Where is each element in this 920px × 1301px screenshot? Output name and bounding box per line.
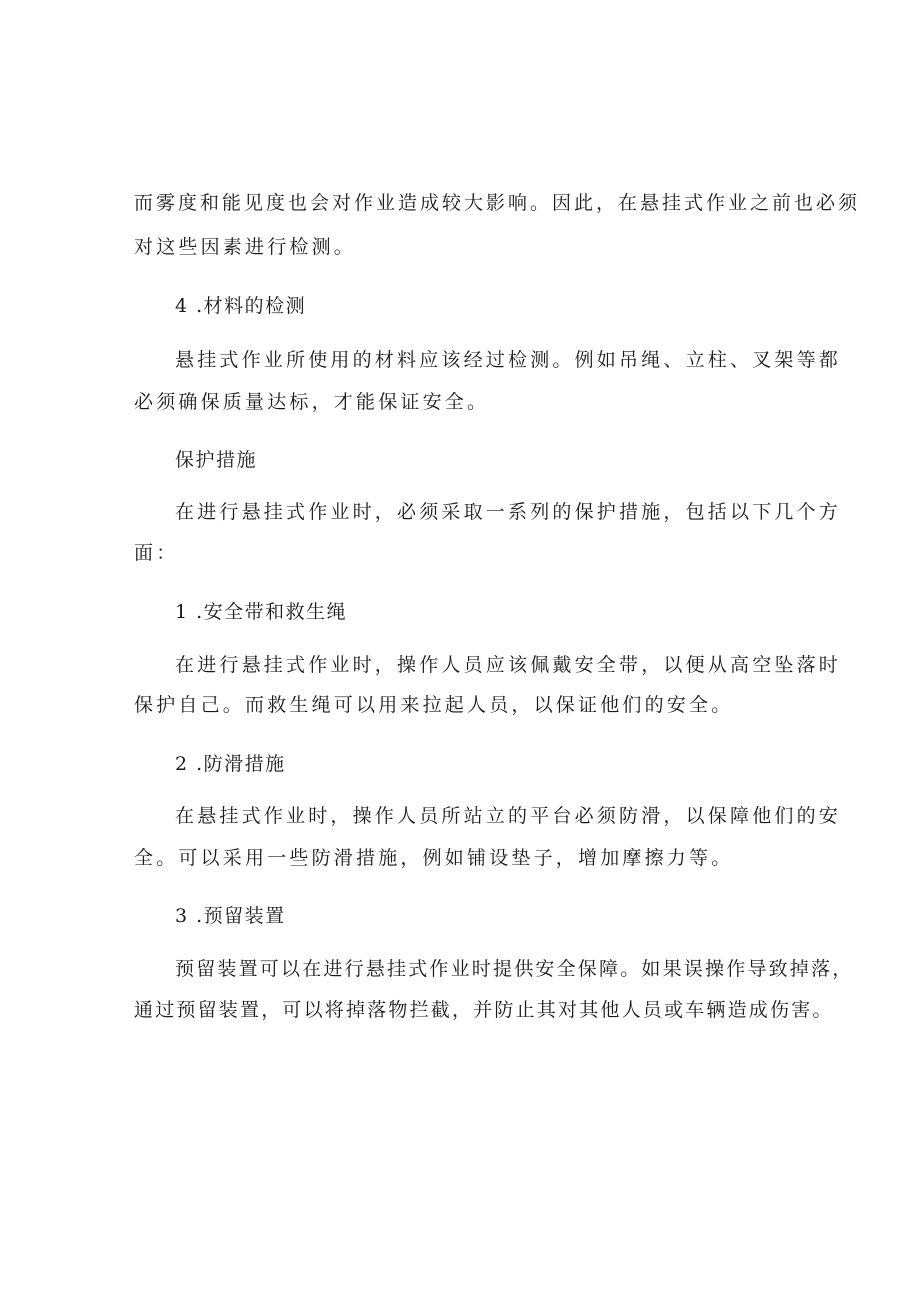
heading-materials-inspection: 4 .材料的检测: [175, 295, 307, 317]
paragraph-5-line-2: 全。可以采用一些防滑措施，例如铺设垫子，增加摩擦力等。: [134, 847, 734, 869]
paragraph-4-line-1: 在进行悬挂式作业时，操作人员应该佩戴安全带，以便从高空坠落时: [175, 654, 842, 676]
heading-safety-belt: 1 .安全带和救生绳: [175, 601, 348, 623]
paragraph-6-line-2: 通过预留装置，可以将掉落物拦截，并防止其对其他人员或车辆造成伤害。: [134, 999, 834, 1021]
heading-antislip: 2 .防滑措施: [175, 753, 286, 775]
heading-protection-measures: 保护措施: [175, 449, 258, 471]
paragraph-2-line-1: 悬挂式作业所使用的材料应该经过检测。例如吊绳、立柱、叉架等都: [175, 349, 842, 371]
paragraph-1-line-2: 对这些因素进行检测。: [134, 236, 357, 258]
paragraph-4-line-2: 保护自己。而救生绳可以用来拉起人员，以保证他们的安全。: [134, 694, 734, 716]
heading-reserve-device: 3 .预留装置: [175, 905, 286, 927]
paragraph-3-line-2: 面：: [134, 542, 179, 564]
paragraph-6-line-1: 预留装置可以在进行悬挂式作业时提供安全保障。如果误操作导致掉落，: [175, 958, 854, 980]
paragraph-2-line-2: 必须确保质量达标，才能保证安全。: [134, 391, 490, 413]
paragraph-1-line-1: 而雾度和能见度也会对作业造成较大影响。因此，在悬挂式作业之前也必须: [134, 192, 861, 214]
paragraph-5-line-1: 在悬挂式作业时，操作人员所站立的平台必须防滑，以保障他们的安: [175, 805, 842, 827]
paragraph-3-line-1: 在进行悬挂式作业时，必须采取一系列的保护措施，包括以下几个方: [175, 501, 842, 523]
